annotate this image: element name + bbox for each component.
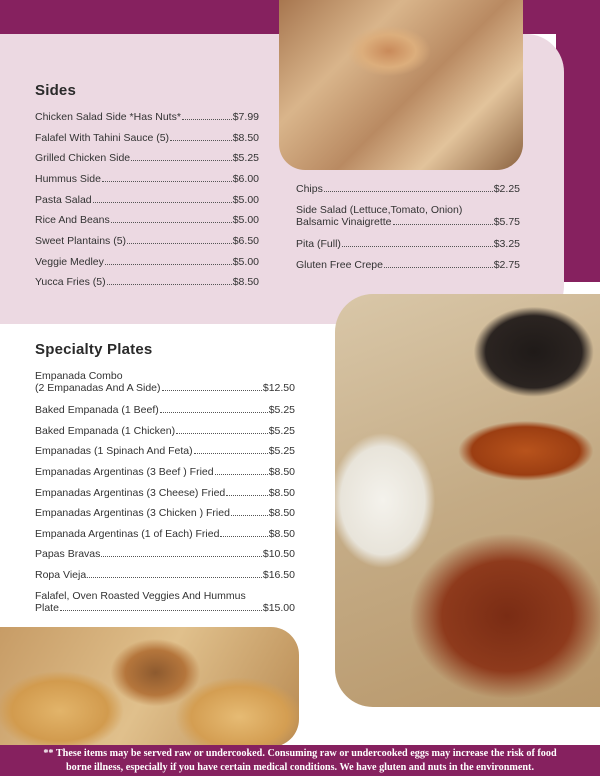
leader-dots: [170, 140, 232, 141]
item-name: Papas Bravas: [35, 548, 101, 560]
leader-dots: [127, 243, 232, 244]
leader-dots: [393, 224, 493, 225]
item-price: $8.50: [232, 276, 259, 288]
item-name: Falafel With Tahini Sauce (5): [35, 132, 170, 144]
sides-title: Sides: [35, 82, 77, 99]
leader-dots: [231, 515, 268, 516]
leader-dots: [324, 191, 493, 192]
item-price: $16.50: [262, 569, 295, 581]
item-price: $5.25: [268, 445, 295, 457]
item-price: $6.50: [232, 235, 259, 247]
item-price: $8.50: [268, 507, 295, 519]
disclaimer-line-1: ** These items may be served raw or undercooked. Consuming raw or undercooked eggs may increase the risk of food: [43, 748, 557, 759]
leader-dots: [87, 577, 262, 578]
leader-dots: [93, 202, 232, 203]
item-price: $5.75: [493, 216, 520, 228]
leader-dots: [102, 181, 232, 182]
plate-item: [35, 569, 295, 581]
leader-dots: [107, 284, 232, 285]
item-name: Empanada Argentinas (1 of Each) Fried: [35, 528, 220, 540]
leader-dots: [342, 246, 493, 247]
item-name: Empanadas Argentinas (3 Chicken ) Fried: [35, 507, 230, 519]
plate-item: [35, 487, 295, 499]
leader-dots: [162, 390, 262, 391]
disclaimer-line-2: borne illness, especially if you have certain medical conditions. We have gluten and nuts in the environment.: [66, 762, 534, 773]
side-item: [35, 173, 259, 185]
item-price: $8.50: [232, 132, 259, 144]
item-price: $5.00: [232, 194, 259, 206]
item-name: Baked Empanada (1 Chicken): [35, 425, 176, 437]
item-name: Empanada Combo: [35, 370, 123, 382]
item-price: $5.25: [232, 152, 259, 164]
leader-dots: [182, 119, 232, 120]
item-price: $8.50: [268, 487, 295, 499]
specialty-title: Specialty Plates: [35, 341, 153, 358]
hummus-pita-photo: [279, 0, 523, 170]
item-name: Baked Empanada (1 Beef): [35, 404, 159, 416]
leader-dots: [384, 267, 493, 268]
item-name: Hummus Side: [35, 173, 101, 185]
side-item: [35, 256, 259, 268]
leader-dots: [215, 474, 268, 475]
side-item: [296, 183, 520, 195]
plate-item: [35, 548, 295, 560]
item-name: Gluten Free Crepe: [296, 259, 383, 271]
side-item: [35, 111, 259, 123]
item-price: $5.25: [268, 425, 295, 437]
side-item: [35, 152, 259, 164]
empanada-photo: [0, 627, 299, 747]
item-price: $10.50: [262, 548, 295, 560]
plate-item: [35, 425, 295, 437]
item-price: $8.50: [268, 528, 295, 540]
item-price: $8.50: [268, 466, 295, 478]
side-item: [296, 259, 520, 271]
leader-dots: [131, 160, 232, 161]
item-name: Veggie Medley: [35, 256, 104, 268]
item-price: $5.00: [232, 256, 259, 268]
leader-dots: [176, 433, 268, 434]
item-name: Chips: [296, 183, 323, 195]
item-name: Empanadas (1 Spinach And Feta): [35, 445, 193, 457]
leader-dots: [220, 536, 267, 537]
item-name: Empanadas Argentinas (3 Cheese) Fried: [35, 487, 226, 499]
plantain-plate-photo: [335, 294, 600, 707]
item-price: $12.50: [262, 382, 295, 394]
leader-dots: [111, 222, 232, 223]
leader-dots: [105, 264, 232, 265]
item-name-cont: Balsamic Vinaigrette: [296, 216, 392, 228]
item-name: Pasta Salad: [35, 194, 92, 206]
item-name: Ropa Vieja: [35, 569, 87, 581]
leader-dots: [101, 556, 262, 557]
item-name: Empanadas Argentinas (3 Beef ) Fried: [35, 466, 214, 478]
side-item: [35, 276, 259, 288]
item-name: Side Salad (Lettuce,Tomato, Onion): [296, 204, 463, 216]
item-price: $2.25: [493, 183, 520, 195]
side-item: [35, 132, 259, 144]
side-item: [296, 238, 520, 250]
plate-item: [35, 370, 295, 394]
side-item: [35, 194, 259, 206]
leader-dots: [226, 495, 267, 496]
item-name: Sweet Plantains (5): [35, 235, 127, 247]
plate-item: [35, 404, 295, 416]
item-name: Pita (Full): [296, 238, 341, 250]
item-name: Rice And Beans: [35, 214, 110, 226]
item-name-cont: Plate: [35, 602, 59, 614]
allergen-disclaimer: [0, 745, 600, 776]
item-name: Falafel, Oven Roasted Veggies And Hummus: [35, 590, 246, 602]
item-price: $5.25: [268, 404, 295, 416]
item-name: Chicken Salad Side *Has Nuts*: [35, 111, 181, 123]
plate-item: [35, 528, 295, 540]
plate-item: [35, 445, 295, 457]
side-item: [35, 235, 259, 247]
plate-item: [35, 507, 295, 519]
item-name: Yucca Fries (5): [35, 276, 106, 288]
item-name: Grilled Chicken Side: [35, 152, 131, 164]
plate-item: [35, 466, 295, 478]
leader-dots: [194, 453, 268, 454]
side-item: [296, 204, 520, 228]
item-name-cont: (2 Empanadas And A Side): [35, 382, 161, 394]
item-price: $5.00: [232, 214, 259, 226]
leader-dots: [160, 412, 268, 413]
item-price: $3.25: [493, 238, 520, 250]
item-price: $15.00: [262, 602, 295, 614]
item-price: $2.75: [493, 259, 520, 271]
plate-item: [35, 590, 295, 614]
side-item: [35, 214, 259, 226]
item-price: $7.99: [232, 111, 259, 123]
leader-dots: [60, 610, 262, 611]
item-price: $6.00: [232, 173, 259, 185]
